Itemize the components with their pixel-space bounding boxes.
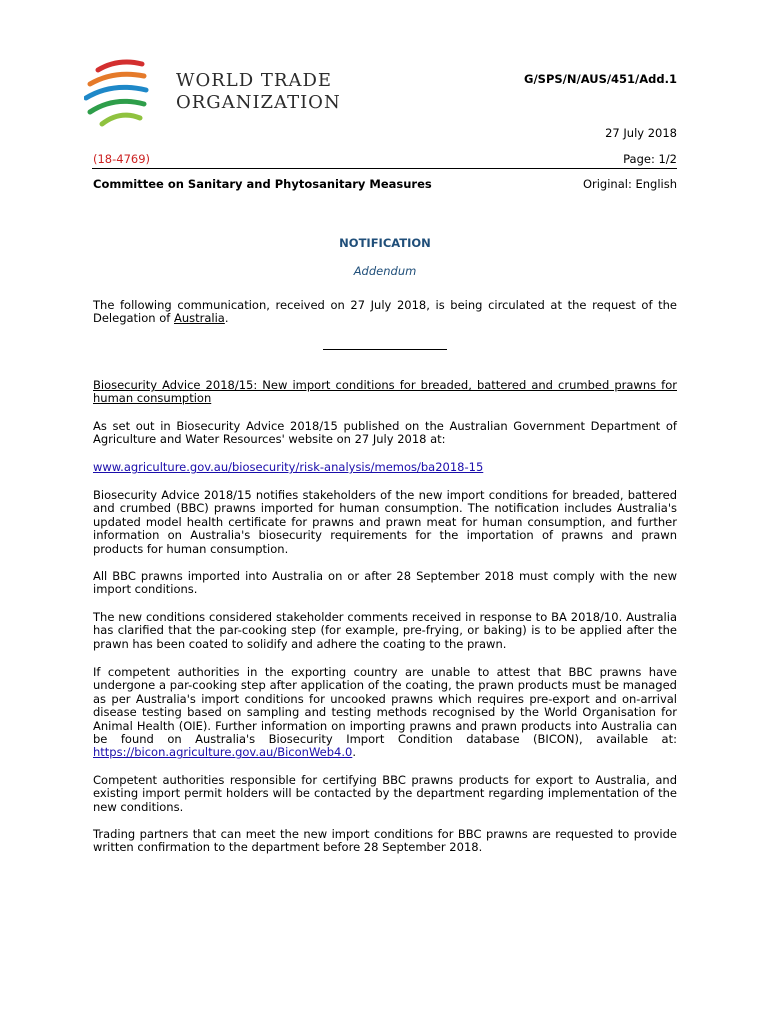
document-symbol: G/SPS/N/AUS/451/Add.1 — [524, 72, 677, 86]
wto-emblem-icon — [84, 56, 168, 132]
intro-end: . — [224, 311, 229, 326]
header-divider — [92, 168, 677, 169]
addendum-subtitle: Addendum — [353, 264, 417, 278]
wto-logo — [84, 56, 341, 132]
intro-text: The following communication, received on 27 July 2018, is being circulated at the request of the Delegation of — [93, 298, 677, 326]
org-name-line2: ORGANIZATION — [176, 92, 341, 113]
body-heading: Biosecurity Advice 2018/15: New import conditions for breaded, battered and crumbed prawns for human consumption — [93, 378, 677, 406]
org-name-line1: WORLD TRADE — [176, 70, 333, 91]
paragraph-2: Biosecurity Advice 2018/15 notifies stakeholders of the new import conditions for breaded, battered and crumbed (BBC) prawns imported for human consumption. The notification includes Australia's updated model health certificate for prawns and prawn meat for human consumption, and further information on Australia's biosecurity requirements for the importation of prawns and prawn products for human consumption. — [93, 488, 677, 556]
biosecurity-advice-link[interactable]: www.agriculture.gov.au/biosecurity/risk-analysis/memos/ba2018-15 — [93, 460, 484, 474]
paragraph-5-end: . — [352, 745, 356, 760]
page-number: Page: 1/2 — [623, 152, 677, 166]
notification-title: NOTIFICATION — [339, 236, 431, 250]
paragraph-4: The new conditions considered stakeholder comments received in response to BA 2018/10. Australia has clarified that the par-cooking step (for example, pre-frying, or baking) is to be applied after the prawn has been coated to solidify and adhere the coating to the prawn. — [93, 610, 677, 651]
intro-paragraph — [93, 299, 677, 326]
section-divider — [323, 349, 447, 350]
paragraph-1: As set out in Biosecurity Advice 2018/15 published on the Australian Government Department of Agriculture and Water Resources' website on 27 July 2018 at: — [93, 419, 677, 447]
original-language: Original: English — [582, 177, 677, 191]
intro-country: Australia — [173, 311, 225, 326]
paragraph-7: Trading partners that can meet the new import conditions for BBC prawns are requested to provide written confirmation to the department before 28 September 2018. — [93, 827, 677, 855]
paragraph-5-text: If competent authorities in the exporting country are unable to attest that BBC prawns have undergone a par-cooking step after application of the coating, the prawn products must be managed as per Australia's import conditions for uncooked prawns which requires pre-export and on-arrival disease testing based on sampling and testing methods recognised by the World Organisation for Animal Health (OIE). Further information on importing prawns and prawn products into Australia can be found on Australia's Biosecurity Import Condition database (BICON), available at: — [93, 665, 677, 747]
paragraph-5 — [93, 666, 677, 760]
bicon-link[interactable]: https://bicon.agriculture.gov.au/BiconWeb4.0 — [93, 745, 353, 760]
link-paragraph — [93, 461, 677, 474]
committee-name: Committee on Sanitary and Phytosanitary Measures — [93, 177, 432, 191]
paragraph-3: All BBC prawns imported into Australia on or after 28 September 2018 must comply with the new import conditions. — [93, 569, 677, 597]
paragraph-6: Competent authorities responsible for certifying BBC prawns products for export to Australia, and existing import permit holders will be contacted by the department regarding implementation of the new conditions. — [93, 773, 677, 814]
document-date: 27 July 2018 — [605, 126, 677, 140]
job-number: (18-4769) — [93, 152, 151, 166]
